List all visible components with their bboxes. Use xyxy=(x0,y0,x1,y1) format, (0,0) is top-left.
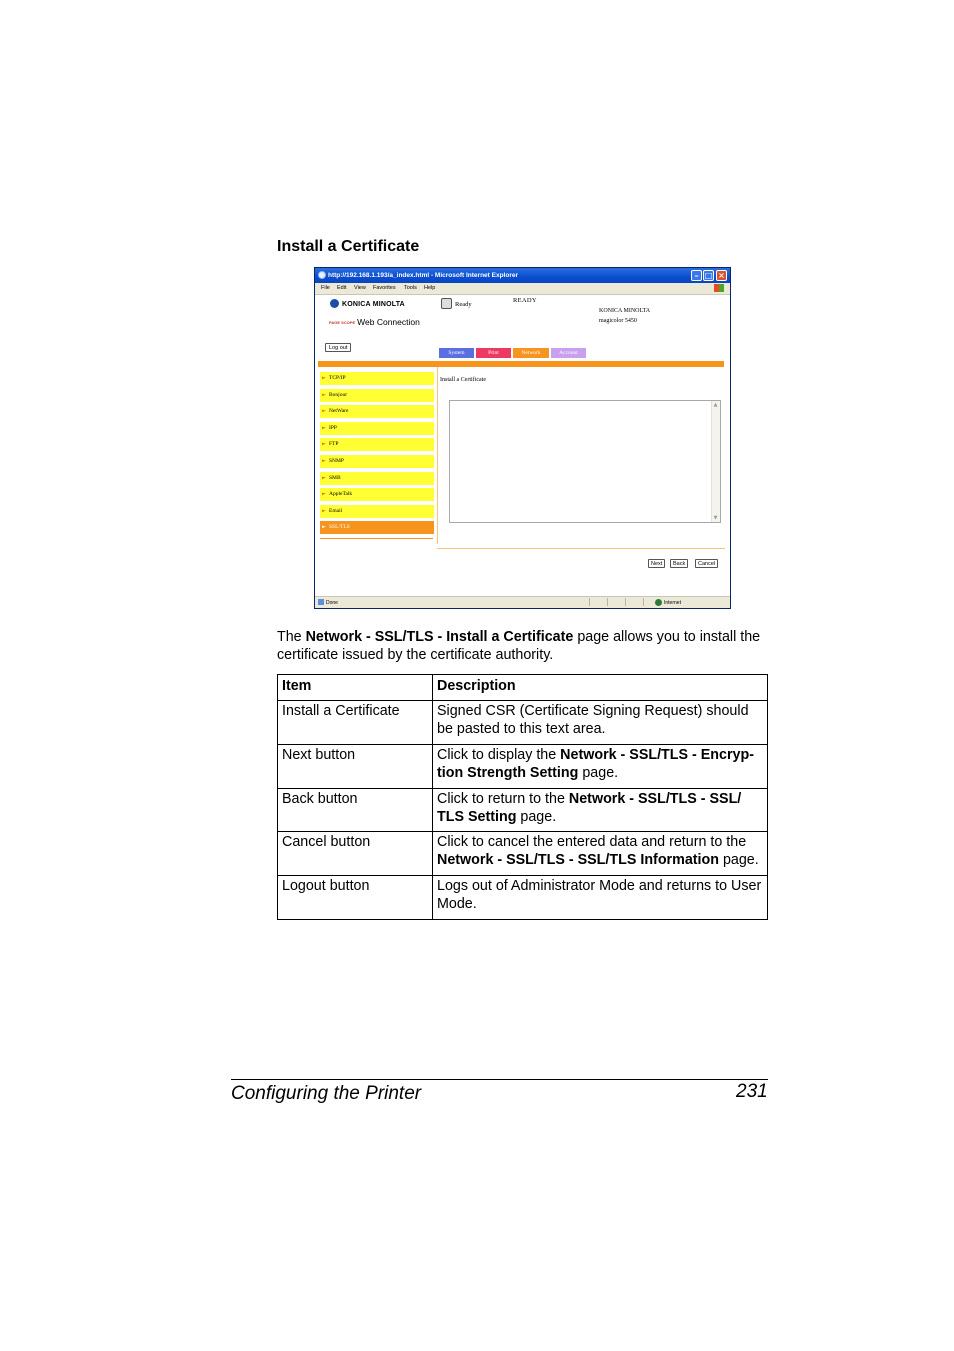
konica-minolta-logo: KONICA MINOLTA xyxy=(330,299,405,308)
menu-file[interactable]: File xyxy=(321,285,330,291)
sidebar-divider xyxy=(320,538,433,539)
arrow-icon: ► xyxy=(322,441,326,448)
title-bar xyxy=(315,268,730,283)
description-cell: Signed CSR (Certificate Signing Request) should be pasted to this text area. xyxy=(433,701,768,745)
item-cell: Install a Certificate xyxy=(278,701,433,745)
tab-print[interactable]: Print xyxy=(476,348,511,358)
page-number: 231 xyxy=(736,1081,768,1102)
menu-favorites[interactable]: Favorites xyxy=(373,285,396,291)
next-button[interactable]: Next xyxy=(648,559,665,568)
scroll-down-icon[interactable]: ▼ xyxy=(713,515,718,521)
sidebar-item-netware[interactable]: ► NetWare xyxy=(320,405,434,418)
cancel-button[interactable]: Cancel xyxy=(695,559,718,568)
item-cell: Back button xyxy=(278,788,433,832)
printer-icon xyxy=(441,298,452,309)
sidebar-item-ftp[interactable]: ► FTP xyxy=(320,438,434,451)
status-done: Done xyxy=(326,600,338,606)
arrow-icon: ► xyxy=(322,457,326,464)
sidebar-item-email[interactable]: ► Email xyxy=(320,505,434,518)
model-name: magicolor 5450 xyxy=(599,318,637,324)
sidebar-item-smb[interactable]: ► SMB xyxy=(320,472,434,485)
arrow-icon: ► xyxy=(322,507,326,514)
textarea-scrollbar[interactable] xyxy=(711,401,720,522)
header-divider xyxy=(318,361,724,367)
footer-chapter-title: Configuring the Printer xyxy=(231,1083,422,1104)
sidebar-item-bonjour[interactable]: ► Bonjour xyxy=(320,389,434,402)
table-row xyxy=(278,788,768,832)
form-divider xyxy=(437,548,725,549)
tab-system[interactable]: System xyxy=(439,348,474,358)
table-row xyxy=(278,876,768,920)
status-separator xyxy=(589,598,590,606)
status-bar xyxy=(315,596,730,608)
arrow-icon: ► xyxy=(322,375,326,381)
intro-paragraph: The Network - SSL/TLS - Install a Certificate page allows you to install the certificate issued by the certificate authority. xyxy=(277,629,761,663)
status-separator xyxy=(625,598,626,606)
table-row xyxy=(278,744,768,788)
globe-icon xyxy=(330,299,339,308)
item-cell: Logout button xyxy=(278,876,433,920)
window-title: http://192.168.1.193/a_index.html - Microsoft Internet Explorer xyxy=(328,272,518,279)
item-cell: Next button xyxy=(278,744,433,788)
menu-view[interactable]: View xyxy=(354,285,366,291)
maximize-icon[interactable]: □ xyxy=(704,271,713,280)
network-sidebar xyxy=(320,372,434,538)
scroll-up-icon[interactable]: ▲ xyxy=(713,402,718,408)
arrow-icon: ► xyxy=(322,424,326,431)
menu-help[interactable]: Help xyxy=(424,285,436,291)
browser-window-screenshot xyxy=(314,267,731,609)
web-page xyxy=(315,295,730,596)
close-icon[interactable]: × xyxy=(716,270,727,281)
status-separator xyxy=(607,598,608,606)
item-description-table xyxy=(277,674,768,920)
printer-status: Ready xyxy=(455,301,472,308)
sidebar-item-tcpip[interactable]: ► TCP/IP xyxy=(320,372,434,385)
table-header-row xyxy=(278,675,768,701)
table-row xyxy=(278,701,768,745)
menu-tools[interactable]: Tools xyxy=(404,285,417,291)
status-zone: Internet xyxy=(664,600,681,606)
arrow-icon: ► xyxy=(322,491,326,498)
windows-logo-icon xyxy=(714,284,724,292)
status-message: READY xyxy=(513,297,537,304)
model-maker: KONICA MINOLTA xyxy=(599,308,651,314)
sidebar-item-ssl-tls[interactable]: ► SSL/TLS xyxy=(320,521,434,534)
arrow-icon: ► xyxy=(322,474,326,481)
description-cell: Click to cancel the entered data and return to the Network - SSL/TLS - SSL/TLS Information page. xyxy=(433,832,768,876)
menu-edit[interactable]: Edit xyxy=(337,285,347,291)
arrow-icon: ► xyxy=(322,524,326,531)
minimize-icon[interactable]: – xyxy=(691,270,702,281)
back-button[interactable]: Back xyxy=(670,559,688,568)
page-path: Network - SSL/TLS - Install a Certificate xyxy=(305,629,574,645)
internet-zone-icon xyxy=(655,599,662,606)
description-cell: Click to display the Network - SSL/TLS - Encryp-tion Strength Setting page. xyxy=(433,744,768,788)
form-title: Install a Certificate xyxy=(440,377,486,383)
section-heading: Install a Certificate xyxy=(277,238,420,255)
content-divider xyxy=(437,367,438,544)
menu-bar xyxy=(315,283,730,295)
page-icon xyxy=(318,599,324,605)
sidebar-item-snmp[interactable]: ► SNMP xyxy=(320,455,434,468)
pagescope-logo: PAGE SCOPE Web Connection xyxy=(329,317,420,327)
sidebar-item-appletalk[interactable]: ► AppleTalk xyxy=(320,488,434,501)
column-header-item: Item xyxy=(278,675,433,701)
arrow-icon: ► xyxy=(322,391,326,398)
tab-account[interactable]: Account xyxy=(551,348,586,358)
column-header-description: Description xyxy=(433,675,768,701)
arrow-icon: ► xyxy=(322,408,326,415)
certificate-textarea[interactable] xyxy=(449,400,721,523)
footer-rule xyxy=(231,1079,768,1080)
item-cell: Cancel button xyxy=(278,832,433,876)
status-separator xyxy=(643,598,644,606)
description-cell: Click to return to the Network - SSL/TLS - SSL/ TLS Setting page. xyxy=(433,788,768,832)
tab-network[interactable]: Network xyxy=(513,348,549,358)
ie-icon xyxy=(318,271,326,279)
description-cell: Logs out of Administrator Mode and returns to User Mode. xyxy=(433,876,768,920)
table-row xyxy=(278,832,768,876)
sidebar-item-ipp[interactable]: ► IPP xyxy=(320,422,434,435)
logout-button[interactable]: Log out xyxy=(325,343,351,352)
